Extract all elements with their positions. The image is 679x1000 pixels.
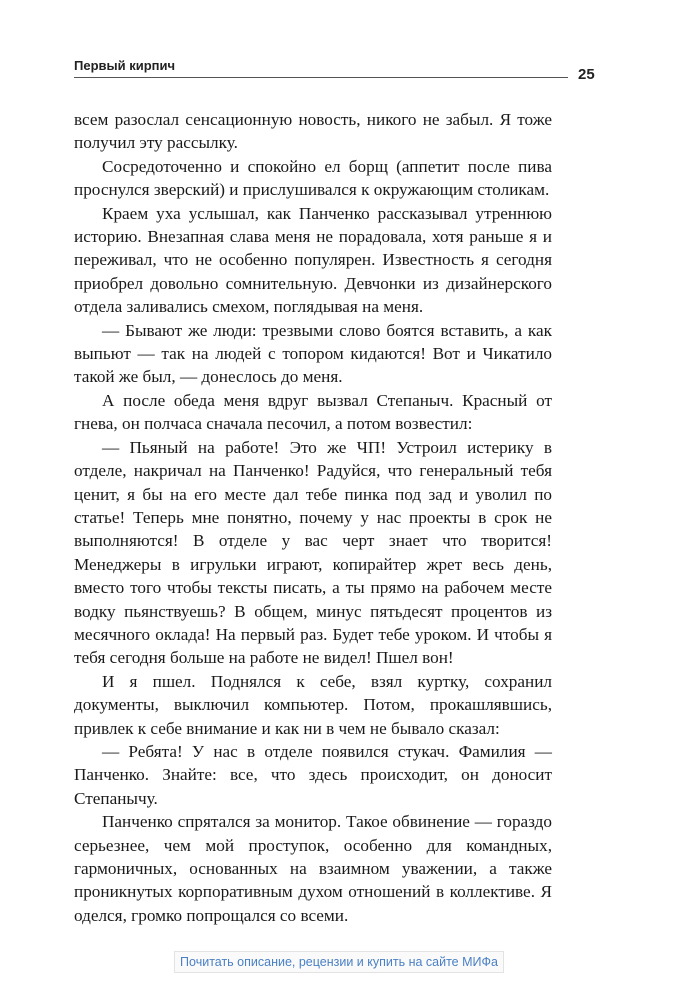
page-number: 25	[578, 66, 595, 83]
paragraph: — Пьяный на работе! Это же ЧП! Устроил истерику в отделе, накричал на Панченко! Радуйся, что генеральный тебя ценит, я бы на его месте дал тебе пинка под зад и уволил по статье! Теперь мне понятно, почему у нас проекты в срок не выполняются! В отделе у вас черт знает что творится! Менеджеры в игрульки играют, копирайтер жрет весь день, вместо того чтобы тексты писать, а ты прямо на рабочем месте водку пьянствуешь? В общем, минус пятьдесят процентов из месячного оклада! На первый раз. Будет тебе уроком. И чтобы я тебя сегодня больше на работе не видел! Пшел вон!	[74, 437, 552, 668]
paragraph: И я пшел. Поднялся к себе, взял куртку, сохранил документы, выключил компьютер. Потом, прокашлявшись, привлек к себе внимание и как ни в чем не бывало сказал:	[74, 671, 552, 738]
paragraph: всем разослал сенсационную новость, никого не забыл. Я тоже получил эту рассылку.	[74, 110, 552, 153]
paragraph: Сосредоточенно и спокойно ел борщ (аппетит после пива проснулся зверский) и прислушивался к окружающим столикам.	[74, 156, 552, 200]
store-link[interactable]: Почитать описание, рецензии и купить на сайте МИФа	[174, 951, 504, 973]
paragraph: Панченко спрятался за монитор. Такое обвинение — гораздо серьезнее, чем мой проступок, особенно для командных, гармоничных, основанных на взаимном уважении, а также проникнутых корпоративным духом отношений в коллективе. Я оделся, громко попрощался со всеми.	[74, 812, 552, 925]
main-text	[74, 108, 552, 927]
paragraph: А после обеда меня вдруг вызвал Степаныч. Красный от гнева, он полчаса сначала песочил, а потом возвестил:	[74, 390, 552, 434]
paragraph: Краем уха услышал, как Панченко рассказывал утреннюю историю. Внезапная слава меня не порадовала, хотя раньше я и переживал, что не особенно популярен. Известность я сегодня приобрел довольно сомнительную. Девчонки из дизайнерского отдела заливались смехом, поглядывая на меня.	[74, 203, 552, 317]
running-title: Первый кирпич	[74, 58, 176, 73]
header-rule	[74, 77, 568, 78]
paragraph: — Ребята! У нас в отделе появился стукач. Фамилия — Панченко. Знайте: все, что здесь происходит, он доносит Степанычу.	[74, 741, 552, 808]
paragraph: — Бывают же люди: трезвыми слово боятся вставить, а как выпьют — так на людей с топором кидаются! Вот и Чикатило такой же был, — донеслось до меня.	[74, 320, 552, 387]
